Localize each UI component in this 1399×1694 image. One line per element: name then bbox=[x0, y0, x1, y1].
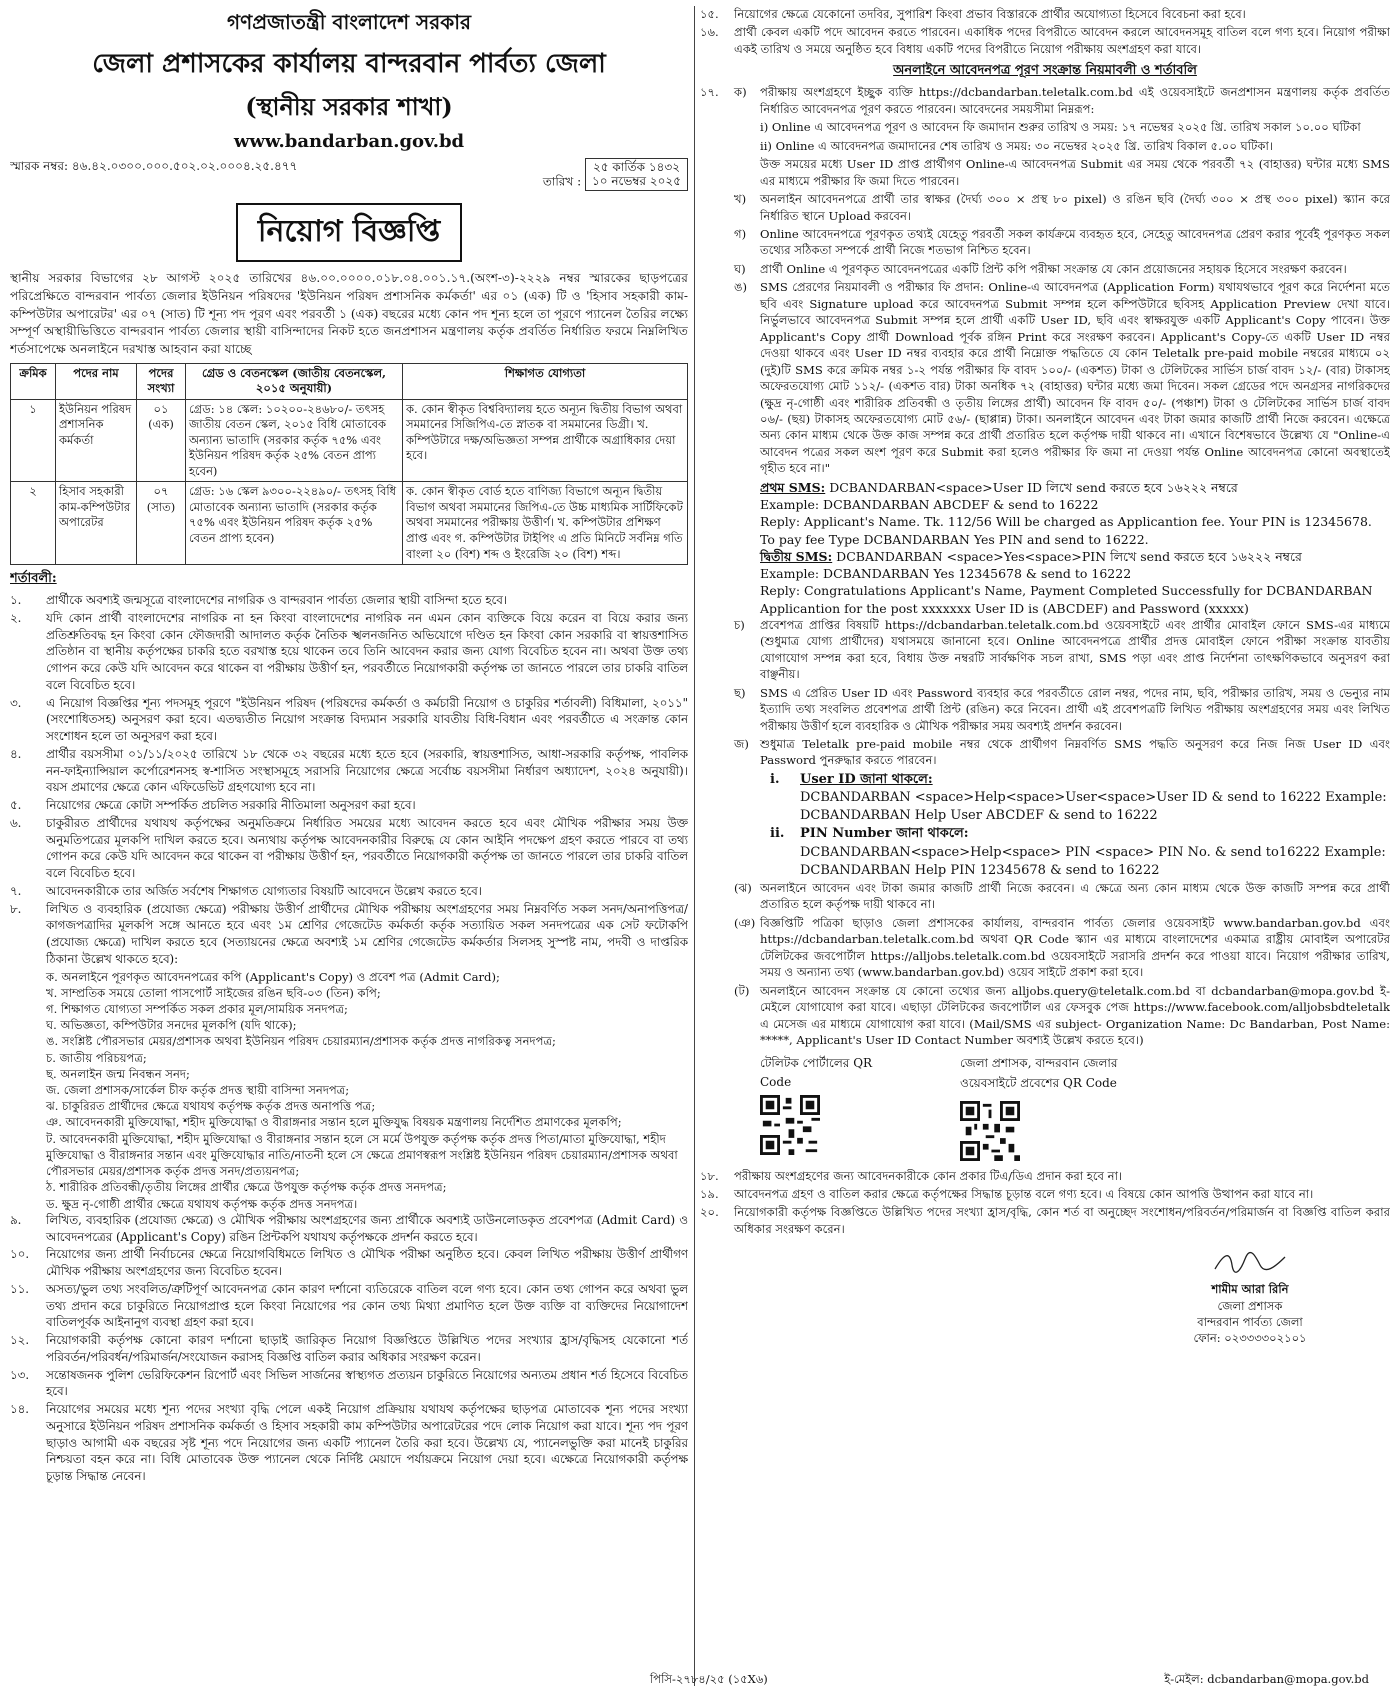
signatory-phone: ফোন: ০২৩৩৩৩০২১০১ bbox=[1193, 1330, 1307, 1345]
recovery-pin-label: ii. bbox=[770, 826, 785, 842]
condition-item-text: অসত্য/ভুল তথ্য সংবলিত/ত্রুটিপূর্ণ আবেদনপত্র কোন কারণ দর্শানো ব্যতিরেকে বাতিল বলে গণ্য হবে। কোন তথ্য গোপন করে অথবা ভুল তথ্য প্রদান করে চাকুরিতে নিয়োগপ্রাপ্ত হলে কিংবা নিয়োগের পর কোন তথ্য মিথ্যা প্রমাণিত হলে উক্ত ব্যক্তি বা ব্যক্তিদের নিয়োগাদেশ বাতিলপূর্বক আইনানুগ ব্যবস্থা গ্রহণ করা হবে। bbox=[46, 1281, 688, 1330]
documents-list bbox=[10, 969, 688, 1212]
online-rule-item bbox=[734, 915, 1390, 981]
signatory-office: বান্দরবান পার্বত্য জেলা bbox=[1197, 1314, 1303, 1329]
document-item: খ. সাম্প্রতিক সময়ে তোলা পাসপোর্ট সাইজের রঙিন ছবি-০৩ (তিন) কপি; bbox=[46, 985, 381, 1000]
document-item: ঘ. অভিজ্ঞতা, কম্পিউটার সনদের মূলকপি (যদি থাকে); bbox=[46, 1018, 297, 1033]
document-item: ট. আবেদনকারী মুক্তিযোদ্ধা, শহীদ মুক্তিযোদ্ধা ও বীরাঙ্গনার সন্তান হলে সে মর্মে উপযুক্ত কর্তৃপক্ষ কর্তৃক প্রদত্ত পিতা/মাতা মুক্তিযোদ্ধা, শহীদ মুক্তিযোদ্ধা ও বীরাঙ্গনার সন্তান এবং মুক্তিযোদ্ধার নাতি/নাতনী হলে সে ক্ষেত্রে প্রমাণস্বরূপ সংশ্লিষ্ট ইউনিয়ন পরিষদ চেয়ারম্যান/প্রশাসক অথবা পৌরসভার মেয়র/প্রশাসক কর্তৃক প্রদত্ত সনদ/প্রত্যয়নপত্র; bbox=[46, 1131, 678, 1179]
date-label: তারিখ : bbox=[542, 174, 582, 189]
cell-grade: গ্রেড: ১৬ স্কেল ৯৩০০-২২৪৯০/- তৎসহ বিধি মোতাবেক অন্যান্য ভাতাদি (সরকার কর্তৃক ৭৫% এবং ইউনিয়ন পরিষদ কর্তৃক ২৫% বেতন প্রাপ্য হবেন) bbox=[186, 482, 403, 565]
online-rule-item bbox=[734, 617, 1390, 683]
condition-item-number: ১১. bbox=[10, 1281, 30, 1296]
condition-item-number: ১৫. bbox=[700, 7, 719, 21]
document-item: ড. ক্ষুদ্র নৃ-গোষ্ঠী প্রার্থীর ক্ষেত্রে যথাযথ কর্তৃপক্ষ কর্তৃক প্রদত্ত সনদপত্র। bbox=[46, 1196, 358, 1211]
signatory-name: শামীম আরা রিনি bbox=[1211, 1282, 1289, 1297]
document-item: চ. জাতীয় পরিচয়পত্র; bbox=[46, 1050, 147, 1065]
col-header-edu: শিক্ষাগত যোগ্যতা bbox=[403, 363, 688, 399]
item-17-sublist-3 bbox=[734, 880, 1390, 1049]
online-rule-item bbox=[734, 983, 1390, 1049]
qr-block-website bbox=[960, 1055, 1160, 1164]
online-rule-item bbox=[734, 119, 1390, 135]
condition-item-number: ৮. bbox=[10, 901, 22, 916]
branch-line: (স্থানীয় সরকার শাখা) bbox=[245, 92, 453, 121]
website-line[interactable]: www.bandarban.gov.bd bbox=[233, 131, 465, 152]
sms-second-reply: Reply: Congratulations Applicant's Name, Payment Completed Successfully for DCBANDARBAN Applicantion for the post xxxxxxx User ID is (ABCDEF) and Password (xxxxx) bbox=[760, 583, 1373, 616]
online-rules-heading: অনলাইনে আবেদনপত্র পূরণ সংক্রান্ত নিয়মাবলী ও শর্তাবলি bbox=[893, 63, 1197, 79]
online-rule-item-text: উক্ত সময়ের মধ্যে User ID প্রাপ্ত প্রার্থীগণ Online-এ আবেদনপত্র Submit এর সময় থেকে পরবর্তী ৭২ (বাহাত্তর) ঘন্টার মধ্যে SMS এর মাধ্যমে পরীক্ষার ফি জমা দিতে পারবেন। bbox=[760, 157, 1390, 188]
item-17-number: ১৭. bbox=[700, 85, 719, 100]
document-item: ঞ. আবেদনকারী মুক্তিযোদ্ধা, শহীদ মুক্তিযোদ্ধা ও বীরাঙ্গনার সন্তান হলে মুক্তিযুদ্ধ বিষয়ক মন্ত্রণালয় নির্দেশিত প্রমাণকের মূলকপি; bbox=[46, 1115, 622, 1130]
cell-sl: ১ bbox=[11, 399, 56, 482]
table-row bbox=[11, 482, 688, 565]
document-item: ঙ. সংশ্লিষ্ট পৌরসভার মেয়র/প্রশাসক অথবা ইউনিয়ন পরিষদ চেয়ারম্যান/প্রশাসক কর্তৃক প্রদত্ত নাগরিকত্ব সনদপত্র; bbox=[46, 1034, 556, 1049]
online-rule-item bbox=[734, 880, 1390, 913]
right-column bbox=[700, 6, 1390, 1686]
header bbox=[10, 8, 688, 152]
condition-item-number: ১৯. bbox=[700, 1186, 719, 1201]
column-divider bbox=[694, 6, 695, 1686]
condition-item bbox=[10, 592, 688, 609]
online-rule-item-text: Online আবেদনপত্রে পূরণকৃত তথ্যই যেহেতু পরবর্তী সকল কার্যক্রমে ব্যবহৃত হবে, সেহেতু আবেদনপত্র প্রেরণ করার পূর্বেই পূরণকৃত সকল তথ্যের সঠিকতা সম্পর্কে প্রার্থী নিজে শতভাগ নিশ্চিত হবেন। bbox=[760, 226, 1390, 258]
signature-block bbox=[1130, 1247, 1370, 1345]
sms-first-reply: Reply: Applicant's Name. Tk. 112/56 Will be charged as Applicantion fee. Your PIN is 12345678. To pay fee Type DCBANDARBAN Yes PIN and send to 16222. bbox=[760, 514, 1372, 547]
condition-item bbox=[10, 815, 688, 882]
condition-item-text: সন্তোষজনক পুলিশ ভেরিফিকেশন রিপোর্ট এবং সিভিল সার্জনের স্বাস্থ্যগত প্রত্যয়ন চাকুরিতে নিয়োগের অন্যতম প্রধান শর্ত হিসেবে বিবেচিত হবে। bbox=[46, 1367, 688, 1399]
condition-item bbox=[10, 1367, 688, 1401]
cell-education: ক. কোন স্বীকৃত বোর্ড হতে বাণিজ্য বিভাগে অন্যূন দ্বিতীয় বিভাগ অথবা সমমানের জিপিএ-তে উচ্চ মাধ্যমিক সার্টিফিকেট অথবা সমমানের পরীক্ষায় উত্তীর্ণ। খ. কম্পিউটার প্রশিক্ষণ প্রাপ্ত এবং গ. কম্পিউটার টাইপিং এ প্রতি মিনিটে সর্বনিম্ন গতি বাংলা ২০ (বিশ) শব্দ ও ইংরেজি ২০ (বিশ) শব্দ। bbox=[403, 482, 688, 565]
online-rule-item-text: অনলাইন আবেদনপত্রে প্রার্থী তার স্বাক্ষর (দৈর্ঘ্য ৩০০ × প্রস্থ ৮০ pixel) ও রঙিন ছবি (দৈর্ঘ্য ৩০০ × প্রস্থ ৩০০ pixel) স্ক্যান করে নির্ধারিত স্থানে Upload করবেন। bbox=[760, 192, 1390, 223]
online-rule-item-number: জ) bbox=[734, 736, 749, 751]
condition-item-number: ১৬. bbox=[700, 25, 719, 40]
condition-item bbox=[10, 883, 688, 900]
online-rule-item-text: প্রবেশপত্র প্রাপ্তির বিষয়টি https://dcbandarban.teletalk.com.bd ওয়েবসাইটে এবং প্রার্থীর মোবাইল ফোনে SMS-এর মাধ্যমে (শুধুমাত্র যোগ্য প্রার্থীদের) যথাসময়ে জানানো হবে। Online আবেদনপত্রে প্রার্থীর প্রদত্ত মোবাইল ফোনে পরীক্ষা সংক্রান্ত যাবতীয় যোগাযোগ সম্পন্ন করা হবে, বিধায় উক্ত নম্বরটি সার্বক্ষণিক সচল রাখা, SMS পড়া এবং প্রাপ্ত নির্দেশনা তাৎক্ষণিকভাবে অনুসরণ করা বাঞ্ছনীয়। bbox=[760, 617, 1390, 682]
recovery-pin bbox=[770, 825, 1390, 880]
sms-first-example: Example: DCBANDARBAN ABCDEF & send to 16222 bbox=[760, 497, 1099, 513]
condition-item-number: ২০. bbox=[700, 1205, 719, 1220]
condition-item bbox=[10, 610, 688, 694]
condition-item-text: প্রার্থীর বয়সসীমা ০১/১১/২০২৫ তারিখে ১৮ থেকে ৩২ বছরের মধ্যে হতে হবে (সরকারি, স্বায়ত্তশাসিত, আধা-সরকারি কর্তৃপক্ষ, পাবলিক নন-ফাইন্যান্সিয়াল কর্পোরেশনসহ স্ব-শাসিত সংস্থাসমূহে সরাসরি নিয়োগের ক্ষেত্রে সর্বোচ্চ বয়সসীমা নির্ধারণ অধ্যাদেশ, ২০২৪ অনুযায়ী)। বয়স প্রমাণের ক্ষেত্রে কোন এফিডেভিট গ্রহণযোগ্য হবে না। bbox=[46, 746, 688, 795]
online-rule-item-text: শুধুমাত্র Teletalk pre-paid mobile নম্বর থেকে প্রার্থীগণ নিম্নবর্ণিত SMS পদ্ধতি অনুসরণ করে নিজ নিজ User ID এবং Password পুনরুদ্ধার করতে পারবেন। bbox=[760, 736, 1390, 768]
qr-code-icon[interactable] bbox=[960, 1101, 1020, 1161]
condition-item-text: লিখিত, ব্যবহারিক (প্রযোজ্য ক্ষেত্রে) ও মৌখিক পরীক্ষায় অংশগ্রহণের জন্য প্রার্থীকে অবশ্যই ডাউনলোডকৃত প্রবেশপত্র (Admit Card) ও আবেদনপত্রের (Applicant's Copy) রঙিন প্রিন্টকপি যথাযথ কর্তৃপক্ষকে প্রদর্শন করতে হবে। bbox=[46, 1212, 688, 1244]
item-17-sublist-2 bbox=[734, 617, 1390, 769]
online-rule-item-text: প্রার্থী Online এ পূরণকৃত আবেদনপত্রের একটি প্রিন্ট কপি পরীক্ষা সংক্রান্ত যে কোন প্রয়োজনের সহায়ক হিসেবে সংরক্ষণ করবেন। bbox=[760, 261, 1347, 276]
online-rule-item bbox=[734, 84, 1390, 117]
col-header-count: পদের সংখ্যা bbox=[137, 363, 186, 399]
condition-item-text: নিয়োগকারী কর্তৃপক্ষ কোনো কারণ দর্শানো ছাড়াই জারিকৃত নিয়োগ বিজ্ঞপ্তিতে উল্লিখিত পদের সংখ্যার হ্রাস/বৃদ্ধিসহ যেকোনো শর্ত পরিবর্তন/পরিবর্ধন/পরিমার্জন/সংযোজন করাসহ বিজ্ঞপ্তি বাতিল করার অধিকার সংরক্ষণ করেন। bbox=[46, 1333, 688, 1364]
condition-item bbox=[700, 1186, 1390, 1202]
online-rule-item-text: SMS প্রেরণের নিয়মাবলী ও পরীক্ষার ফি প্রদান: Online-এ আবেদনপত্র (Application Form) যথাযথভাবে পূরণ করে নির্দেশনা মতে ছবি এবং Signature upload করে আবেদনপত্র Submit সম্পন্ন হলে কম্পিউটারে ছবিসহ Application Preview দেখা যাবে। নির্ভুলভাবে আবেদনপত্র Submit সম্পন্ন হলে প্রার্থী একটি User ID, ছবি এবং স্বাক্ষরযুক্ত একটি Applicant's Copy পাবেন। উক্ত Applicant's Copy প্রার্থী Download পূর্বক রঙ্গিন Print করে সংরক্ষণ করবেন। Applicant's Copy-তে একটি User ID নম্বর দেওয়া থাকবে এবং User ID নম্বর ব্যবহার করে প্রার্থী নিম্নোক্ত পদ্ধতিতে যে কোন Teletalk pre-paid mobile নম্বরের মাধ্যমে ০২ (দুই)টি SMS করে ক্রমিক নম্বর ১-২ পর্যন্ত পরীক্ষার ফি বাবদ ১০০/- (একশত) টাকা ও টেলিটকের সার্ভিস চার্জ বাবদ ১২/- (বার) টাকাসহ অফেরতযোগ্য মোট ১১২/- (একশত বার) টাকা অনধিক ৭২ (বাহাত্তর) ঘন্টার মধ্যে জমা দিবেন। সকল গ্রেডের পদে অনগ্রসর নাগরিকদের (ক্ষুদ্র নৃ-গোষ্ঠী এবং শারীরিক প্রতিবন্ধী ও তৃতীয় লিঙ্গের প্রার্থী) আবেদন ফি বাবদ ৫০/- (পঞ্চাশ) টাকা ও টেলিটকের সার্ভিস চার্জ বাবদ ০৬/- (ছয়) টাকাসহ অফেরতযোগ্য মোট ৫৬/- (ছাপ্পান্ন) টাকা। অনলাইনে আবেদন এবং টাকা জমার কাজটি প্রার্থী নিজে করবেন। এক্ষেত্রে অন্য কোন মাধ্যম থেকে উক্ত কাজ সম্পন্ন করে প্রার্থী প্রতারিত হলে কর্তৃপক্ষ দায়ী থাকবে না। এখানে বিশেষভাবে উল্লেখ্য যে "Online-এ আবেদন পত্রের সকল অংশ পূরণ করে Submit করা হলেও পরীক্ষার ফি জমা না দেওয়া পর্যন্ত Online আবেদনপত্র কোনো অবস্থাতেই গৃহীত হবে না।" bbox=[760, 280, 1390, 476]
conditions-list bbox=[10, 592, 688, 968]
online-rule-item-text: i) Online এ আবেদনপত্র পূরণ ও আবেদন ফি জমাদান শুরুর তারিখ ও সময়: ১৭ নভেম্বর ২০২৫ খ্রি. তারিখ সকাল ১০.০০ ঘটিকা bbox=[760, 120, 1361, 135]
condition-item-text: পরীক্ষায় অংশগ্রহণের জন্য আবেদনকারীকে কোন প্রকার টিএ/ডিএ প্রদান করা হবে না। bbox=[734, 1168, 1123, 1183]
cell-post-count: ০৭ (সাত) bbox=[137, 482, 186, 565]
item-17-sublist bbox=[734, 84, 1390, 478]
online-rule-item-text: বিজ্ঞপ্তিটি পত্রিকা ছাড়াও জেলা প্রশাসকের কার্যালয়, বান্দরবান পার্বত্য জেলার ওয়েবসাইট www.bandarban.gov.bd এবং https://dcbandarban.teletalk.com.bd অথবা QR Code স্ক্যান এর মাধ্যমে বাংলাদেশের একমাত্র রাষ্ট্রীয় মোবাইল অপারেটর টেলিটকের জবপোর্টাল https://alljobs.teletalk.com.bd ওয়েবসাইটে সরাসরি প্রদর্শন করে পাওয়া যাবে। নিয়োগ পরীক্ষার তারিখ, সময় ও অন্যান্য তথ্য (www.bandarban.gov.bd) ওয়েব সাইটে প্রকাশ করা হবে। bbox=[760, 915, 1390, 980]
online-rule-item-number: ছ) bbox=[734, 685, 746, 700]
qr-teletalk-label: টেলিটক পোর্টালের QR Code bbox=[760, 1055, 873, 1089]
qr-code-icon[interactable] bbox=[760, 1095, 820, 1155]
condition-item-text: লিখিত ও ব্যবহারিক (প্রযোজ্য ক্ষেত্রে) পরীক্ষায় উত্তীর্ণ প্রার্থীদের মৌখিক পরীক্ষায় অংশগ্রহণের সময় নিম্নবর্ণিত সকল সনদ/অনাপত্তিপত্র/কাগজপত্রাদির মূলকপি সঙ্গে আনতে হবে এবং ১ম শ্রেণির গেজেটেড কর্মকর্তা কর্তৃক সত্যায়িত সকল সনদপত্রের এক সেট ফটোকপি (প্রযোজ্য ক্ষেত্রে) দাখিল করতে হবে (সত্যায়নের ক্ষেত্রে অবশ্যই ১ম শ্রেণির গেজেটেড কর্মকর্তার সিলসহ সুস্পষ্ট নাম, পদবী ও দাপ্তরিক ঠিকানা উল্লেখ থাকতে হবে): bbox=[46, 901, 688, 966]
condition-item bbox=[10, 1332, 688, 1366]
condition-item-text: আবেদনকারীকে তার অর্জিত সর্বশেষ শিক্ষাগত যোগ্যতার বিষয়টি আবেদনে উল্লেখ করতে হবে। bbox=[46, 883, 482, 898]
online-rule-item-text: SMS এ প্রেরিত User ID এবং Password ব্যবহার করে পরবর্তীতে রোল নম্বর, পদের নাম, ছবি, পরীক্ষার তারিখ, সময় ও ভেন্যুর নাম ইত্যাদি তথ্য সংবলিত প্রবেশপত্র প্রার্থী প্রিন্ট (রঙিন) করে নিবেন। প্রার্থী এই প্রবেশপত্রটি লিখিত পরীক্ষায় অংশগ্রহণের সময় এবং লিখিত পরীক্ষায় উত্তীর্ণ হলে ব্যবহারিক ও মৌখিক পরীক্ষার সময় অবশ্যই প্রদর্শন করবেন। bbox=[760, 685, 1390, 733]
date-bangla: ২৫ কার্তিক ১৪৩২ bbox=[592, 160, 681, 174]
positions-table bbox=[10, 363, 688, 565]
document-item: ঝ. চাকুরিরত প্রার্থীদের ক্ষেত্রে যথাযথ কর্তৃপক্ষ কর্তৃক প্রদত্ত অনাপত্তি পত্র; bbox=[46, 1099, 376, 1114]
date-block bbox=[543, 158, 688, 193]
signatory-email[interactable]: ই-মেইল: dcbandarban@mopa.gov.bd bbox=[1164, 1672, 1369, 1686]
memo-row bbox=[10, 158, 688, 193]
online-rule-item-number: খ) bbox=[734, 192, 747, 207]
condition-item bbox=[700, 1168, 1390, 1184]
sms-second-label: দ্বিতীয় SMS: bbox=[760, 548, 833, 564]
online-rule-item-text: ii) Online এ আবেদনপত্র জমাদানের শেষ তারিখ ও সময়: ৩০ নভেম্বর ২০২৫ খ্রি. তারিখ বিকাল ৫.০০ ঘটিকা। bbox=[760, 138, 1273, 153]
date-box bbox=[585, 158, 688, 191]
online-rule-item-text: পরীক্ষায় অংশগ্রহণে ইচ্ছুক ব্যক্তি https://dcbandarban.teletalk.com.bd এই ওয়েবসাইটে জনপ্রশাসন মন্ত্রণালয় কর্তৃক প্রবর্তিত নির্ধারিত আবেদনপত্র পূরণ করতে পারবেন। আবেদনের সময়সীমা নিম্নরূপ: bbox=[760, 85, 1390, 116]
table-row bbox=[11, 399, 688, 482]
recovery-userid bbox=[770, 771, 1390, 826]
recovery-userid-label: i. bbox=[770, 771, 780, 787]
online-rule-item-number: ঘ) bbox=[734, 261, 746, 276]
condition-item-number: ২. bbox=[10, 610, 22, 625]
condition-item bbox=[700, 6, 1390, 22]
condition-item-number: ৫. bbox=[10, 798, 22, 813]
online-rule-item bbox=[734, 138, 1390, 154]
sms-first bbox=[760, 479, 1390, 617]
online-rule-item bbox=[734, 156, 1390, 189]
qr-codes bbox=[760, 1055, 1390, 1164]
condition-item-text: নিয়োগকারী কর্তৃপক্ষ বিজ্ঞপ্তিতে উল্লিখিত পদের সংখ্যা হ্রাস/বৃদ্ধি, কোন শর্ত বা অনুচ্ছেদ সংশোধন/পরিবর্তন/পরিমার্জন বা বিজ্ঞপ্তি বাতিল করার অধিকার সংরক্ষণ করেন। bbox=[734, 1205, 1390, 1236]
govt-line: গণপ্রজাতন্ত্রী বাংলাদেশ সরকার bbox=[227, 10, 471, 34]
online-rule-item-number: (ঞ) bbox=[734, 915, 756, 930]
online-rule-item-text: অনলাইনে আবেদন সংক্রান্ত যে কোনো তথ্যের জন্য alljobs.query@teletalk.com.bd বা dcbandarban@mopa.gov.bd ই-মেইলে যোগাযোগ করা যাবে। এছাড়া টেলিটকের জবপোর্টাল এর ফেসবুক পেজ https://www.facebook.com/alljobsbdteletalk এ মেসেজ এর মাধ্যমে যোগাযোগ করা যাবে। (Mail/SMS এর subject- Organization Name: Dc Bandarban, Post Name: *****, Applicant's User ID Contact Number অবশ্যই উল্লেখ করতে হবে।) bbox=[760, 983, 1390, 1048]
sms-second-example: Example: DCBANDARBAN Yes 12345678 & send to 16222 bbox=[760, 566, 1132, 582]
intro-paragraph: স্থানীয় সরকার বিভাগের ২৮ আগস্ট ২০২৫ তারিখের ৪৬.০০.০০০০.০১৮.০৪.০০১.১৭.(অংশ-৩)-২২২৯ নম্বর স্মারকের ছাড়পত্রের পরিপ্রেক্ষিতে বান্দরবান পার্বত্য জেলার ইউনিয়ন পরিষদের 'ইউনিয়ন পরিষদ প্রশাসনিক কর্মকর্তা' এর ০১ (এক) টি ও 'হিসাব সহকারী কাম-কম্পিউটার অপারেটর' এর ০৭ (সাত) টি শূন্য পদ পূরণ এবং পরবর্তী ১ (এক) বছরের মধ্যে কোন পদ শূন্য হলে তা পূরণে প্যানেল তৈরির লক্ষ্যে সম্পূর্ণ অস্থায়ীভিত্তিতে বান্দরবান পার্বত্য জেলার স্থায়ী বাসিন্দাদের নিকট হতে জনপ্রশাসন মন্ত্রণালয় কর্তৃক প্রবর্তিত নির্ধারিত ফরমে নিম্নলিখিত শর্তসাপেক্ষে অনলাইনে দরখাস্ত আহবান করা যাচ্ছে bbox=[10, 271, 688, 357]
recovery-pin-text: DCBANDARBAN<space>Help<space> PIN <space> PIN No. & send to16222 Example: DCBANDARBAN Help PIN 12345678 & send to 16222 bbox=[800, 844, 1386, 878]
condition-item bbox=[10, 1212, 688, 1246]
condition-item-text: নিয়োগের ক্ষেত্রে যেকোনো তদবির, সুপারিশ কিংবা প্রভাব বিস্তারকে প্রার্থীর অযোগ্যতা হিসেবে বিবেচনা করা হবে। bbox=[734, 7, 1246, 21]
online-rule-item-text: অনলাইনে আবেদন এবং টাকা জমার কাজটি প্রার্থী নিজে করবেন। এ ক্ষেত্রে অন্য কোন মাধ্যম থেকে উক্ত কাজটি সম্পন্ন করে প্রার্থী প্রতারিত হলে কর্তৃপক্ষ দায়ী থাকবে না। bbox=[760, 880, 1390, 912]
online-rule-item-number: (ঝ) bbox=[734, 880, 752, 895]
cell-grade: গ্রেড: ১৪ স্কেল: ১০২০০-২৪৬৮০/- তৎসহ জাতীয় বেতন স্কেল, ২০১৫ বিধি মোতাবেক অন্যান্য ভাতাদি (সরকার কর্তৃক ৭৫% এবং ইউনিয়ন পরিষদ কর্তৃক ২৫% বেতন প্রাপ্য হবেন) bbox=[186, 399, 403, 482]
office-line: জেলা প্রশাসকের কার্যালয় বান্দরবান পার্বত্য জেলা bbox=[92, 49, 606, 79]
condition-item-number: ১৮. bbox=[700, 1168, 719, 1183]
condition-item-text: নিয়োগের জন্য প্রার্থী নির্বাচনের ক্ষেত্রে নিয়োগবিধিমতে লিখিত ও মৌখিক পরীক্ষা অনুষ্ঠিত হবে। কেবল লিখিত পরীক্ষায় উত্তীর্ণ প্রার্থীগণ মৌখিক পরীক্ষায় অংশগ্রহণের জন্য বিবেচিত হবেন। bbox=[46, 1247, 688, 1279]
col-header-sl: ক্রমিক bbox=[11, 363, 56, 399]
right-items-bottom bbox=[700, 1168, 1390, 1238]
online-rule-item-number bbox=[734, 138, 760, 154]
document-item: ক. অনলাইনে পূরণকৃত আবেদনপত্রের কপি (Applicant's Copy) ও প্রবেশ পত্র (Admit Card); bbox=[46, 969, 500, 984]
online-rule-item-number: ঙ) bbox=[734, 280, 748, 295]
online-rule-item-number bbox=[734, 156, 760, 189]
recovery-userid-head: User ID জানা থাকলে: bbox=[800, 771, 933, 787]
condition-item-number: ১২. bbox=[10, 1333, 30, 1348]
pc-code: পিসি-২৭৮৪/২৫ (১৫X৬) bbox=[650, 1672, 768, 1686]
online-rule-item-number: (ট) bbox=[734, 983, 750, 998]
qr-block-teletalk bbox=[760, 1055, 900, 1164]
online-rule-item bbox=[734, 191, 1390, 224]
online-rule-item bbox=[734, 736, 1390, 769]
condition-item-text: প্রার্থী কেবল একটি পদে আবেদন করতে পারবেন। একাধিক পদের বিপরীতে আবেদন করলে আবেদনসমূহ বাতিল বলে গণ্য হবে। নিয়োগ পরীক্ষা একই তারিখ ও সময়ে অনুষ্ঠিত হবে বিধায় একটি পদের বিপরীতে নিয়োগ পরীক্ষায় অংশগ্রহণ করা যাবে। bbox=[734, 25, 1390, 56]
condition-item bbox=[10, 695, 688, 745]
condition-item-text: যদি কোন প্রার্থী বাংলাদেশের নাগরিক না হন কিংবা বাংলাদেশের নাগরিক নন এমন কোন ব্যক্তিকে বিয়ে করেন বা বিয়ে করার জন্য প্রতিশ্রুতিবদ্ধ হন কিংবা কোন ফৌজদারী আদালত কর্তৃক নৈতিক স্খলনজনিত অভিযোগে দণ্ডিত হন কিংবা কোন সরকারি বা স্বায়ত্তশাসিত প্রতিষ্ঠান বা স্থানীয় কর্তৃপক্ষের চাকরি হতে বরখাস্ত হয়ে থাকেন তবে তিনি আবেদন করার জন্য যোগ্য বিবেচিত হবেন না। অথবা উক্ত তথ্য গোপন করে কেউ যদি আবেদন করে থাকেন বা পরীক্ষায় উত্তীর্ণ হন, পরবর্তীতে নিয়োগকারী কর্তৃপক্ষ তা জানতে পারলে তার চাকরি বাতিল বলে বিবেচিত হবে। bbox=[46, 610, 688, 692]
recovery-pin-head: PIN Number জানা থাকলে: bbox=[800, 826, 969, 842]
cell-sl: ২ bbox=[11, 482, 56, 565]
condition-item-number: ৯. bbox=[10, 1212, 22, 1227]
memo-number: স্মারক নম্বর: ৪৬.৪২.০৩০০.০০০.৫০২.০২.০০০৪.২৫.৪৭৭ bbox=[10, 159, 298, 173]
conditions-heading: শর্তাবলী: bbox=[10, 571, 57, 587]
condition-item bbox=[10, 1246, 688, 1280]
condition-item bbox=[10, 746, 688, 796]
notice-title: নিয়োগ বিজ্ঞপ্তি bbox=[236, 203, 462, 262]
online-rule-item-number: ক) bbox=[734, 85, 747, 100]
document-item: জ. জেলা প্রশাসক/সার্কেল চীফ কর্তৃক প্রদত্ত স্থায়ী বাসিন্দা সনদপত্র; bbox=[46, 1083, 350, 1098]
online-rule-item bbox=[734, 685, 1390, 734]
online-rule-item-number: গ) bbox=[734, 226, 747, 241]
condition-item bbox=[700, 1204, 1390, 1237]
condition-item-number: ৭. bbox=[10, 883, 22, 898]
recovery-userid-text: DCBANDARBAN <space>Help<space>User<space>User ID & send to 16222 Example: DCBANDARBAN Help User ABCDEF & send to 16222 bbox=[800, 790, 1387, 824]
online-rule-item-number: চ) bbox=[734, 617, 745, 632]
condition-item-number: ৩. bbox=[10, 695, 22, 710]
online-rule-item bbox=[734, 226, 1390, 259]
condition-item bbox=[10, 797, 688, 814]
document-item: ছ. অনলাইন জন্ম নিবন্ধন সনদ; bbox=[46, 1066, 190, 1081]
document-item: ঠ. শারীরিক প্রতিবন্ধী/তৃতীয় লিঙ্গের প্রার্থীর ক্ষেত্রে উপযুক্ত কর্তৃপক্ষ কর্তৃক প্রদত্ত সনদপত্র; bbox=[46, 1180, 447, 1195]
footer bbox=[0, 1671, 1399, 1690]
table-header-row bbox=[11, 363, 688, 399]
signature-icon bbox=[1210, 1247, 1290, 1277]
condition-item-text: এ নিয়োগ বিজ্ঞপ্তির শূন্য পদসমূহ পূরণে "ইউনিয়ন পরিষদ (পরিষদের কর্মকর্তা ও কর্মচারী নিয়োগ ও চাকুরির শর্তাবলী) বিধিমালা, ২০১১" (সংশোধিতসহ) অনুসরণ করা হবে। এতদ্ব্যতীত নিয়োগ সংক্রান্ত বিদ্যমান সরকারি যাবতীয় বিধি-বিধান এবং পরবর্তীতে এ সংক্রান্ত কোন সংশোধন হলে তা অনুসরণ করা হবে। bbox=[46, 695, 688, 744]
condition-item-text: নিয়োগের সময়ের মধ্যে শূন্য পদের সংখ্যা বৃদ্ধি পেলে একই নিয়োগ প্রক্রিয়ায় যথাযথ কর্তৃপক্ষের ছাড়পত্র মোতাবেক শূন্য পদের সংখ্যা অনুসারে ইউনিয়ন পরিষদ প্রশাসনিক কর্মকর্তা ও হিসাব সহকারী কাম কম্পিউটার অপারেটরের পদে লোক নিয়োগ করা যাবে। শূন্য পদ পূরণ ছাড়াও আগামী এক বছরের সৃষ্ট শূন্য পদে নিয়োগের জন্য একটি প্যানেল তৈরি করা হবে। উল্লেখ্য যে, প্যানেলভুক্তি করা মানেই চাকুরির নিশ্চয়তা বহন করে না। বিধি মোতাবেক উক্ত প্যানেল থেকে নির্দিষ্ট মেয়াদে পর্যায়ক্রমে নিয়োগ দেয়া হবে। এক্ষেত্রে নিয়োগকারী কর্তৃপক্ষ চূড়ান্ত সিদ্ধান্ত নেবেন। bbox=[46, 1402, 688, 1484]
condition-item-number: ১. bbox=[10, 593, 22, 608]
condition-item bbox=[10, 901, 688, 968]
online-rule-item-number bbox=[734, 119, 760, 135]
condition-item-number: ৬. bbox=[10, 815, 22, 830]
condition-item-text: প্রার্থীকে অবশ্যই জন্মসূত্রে বাংলাদেশের নাগরিক ও বান্দরবান পার্বত্য জেলার স্থায়ী বাসিন্দা হতে হবে। bbox=[46, 593, 508, 608]
sms-first-text: DCBANDARBAN<space>User ID লিখে send করতে হবে ১৬২২২ নম্বরে bbox=[829, 479, 1238, 495]
conditions-list-2 bbox=[10, 1212, 688, 1485]
condition-item-number: ১০. bbox=[10, 1247, 30, 1262]
document-item: গ. শিক্ষাগত যোগ্যতা সম্পর্কিত সকল প্রকার মূল/সাময়িক সনদপত্র; bbox=[46, 1001, 348, 1016]
col-header-grade: গ্রেড ও বেতনস্কেল (জাতীয় বেতনস্কেল, ২০১৫ অনুযায়ী) bbox=[186, 363, 403, 399]
item-17 bbox=[700, 84, 1390, 478]
condition-item-text: চাকুরীরত প্রার্থীদের যথাযথ কর্তৃপক্ষের অনুমতিক্রমে নির্ধারিত সময়ের মধ্যে আবেদন করতে হবে এবং মৌখিক পরীক্ষার সময় উক্ত অনুমতিপত্রের মূলকপি দাখিল করতে হবে। অন্যথায় কর্তৃপক্ষ আবেদনকারীর বিরুদ্ধে যে কোন আইনি পদক্ষেপ গ্রহণ করতে পারবে বা তথ্য গোপন করে কেউ যদি আবেদন করে থাকেন বা পরীক্ষায় উত্তীর্ণ হন, পরবর্তীতে নিয়োগকারী কর্তৃপক্ষ তা জানতে পারলে তার চাকরি বাতিল বলে বিবেচিত হবে। bbox=[46, 815, 688, 881]
condition-item-number: ১৪. bbox=[10, 1402, 30, 1417]
qr-website-label: জেলা প্রশাসক, বান্দরবান জেলার ওয়েবসাইটে প্রবেশের QR Code bbox=[960, 1055, 1118, 1090]
sms-first-label: প্রথম SMS: bbox=[760, 479, 826, 495]
cell-post-name: হিসাব সহকারী কাম-কম্পিউটার অপারেটর bbox=[56, 482, 137, 565]
right-items-top bbox=[700, 6, 1390, 57]
col-header-name: পদের নাম bbox=[56, 363, 137, 399]
condition-item-number: ৪. bbox=[10, 746, 22, 761]
condition-item-text: আবেদনপত্র গ্রহণ ও বাতিল করার ক্ষেত্রে কর্তৃপক্ষের সিদ্ধান্ত চূড়ান্ত বলে গণ্য হবে। এ বিষয়ে কোন আপত্তি উত্থাপন করা যাবে না। bbox=[734, 1186, 1314, 1201]
cell-post-name: ইউনিয়ন পরিষদ প্রশাসনিক কর্মকর্তা bbox=[56, 399, 137, 482]
condition-item-number: ১৩. bbox=[10, 1367, 30, 1382]
condition-item bbox=[10, 1401, 688, 1485]
left-column bbox=[10, 6, 688, 1686]
condition-item bbox=[10, 1281, 688, 1331]
cell-education: ক. কোন স্বীকৃত বিশ্ববিদ্যালয় হতে অন্যূন দ্বিতীয় বিভাগ অথবা সমমানের সিজিপিএ-তে স্নাতক বা সমমানের ডিগ্রী। খ. কম্পিউটারে দক্ষ/অভিজ্ঞতা সম্পন্ন প্রার্থীকে অগ্রাধিকার দেয়া হবে। bbox=[403, 399, 688, 482]
date-english: ১০ নভেম্বর ২০২৫ bbox=[591, 174, 681, 189]
condition-item bbox=[700, 24, 1390, 57]
cell-post-count: ০১ (এক) bbox=[137, 399, 186, 482]
condition-item-text: নিয়োগের ক্ষেত্রে কোটা সম্পর্কিত প্রচলিত সরকারি নীতিমালা অনুসরণ করা হবে। bbox=[46, 798, 416, 813]
online-rule-item bbox=[734, 261, 1390, 277]
online-rule-item bbox=[734, 279, 1390, 476]
sms-second-text: DCBANDARBAN <space>Yes<space>PIN লিখে send করতে হবে ১৬২২২ নম্বরে bbox=[836, 548, 1302, 564]
signatory-title: জেলা প্রশাসক bbox=[1217, 1298, 1283, 1313]
